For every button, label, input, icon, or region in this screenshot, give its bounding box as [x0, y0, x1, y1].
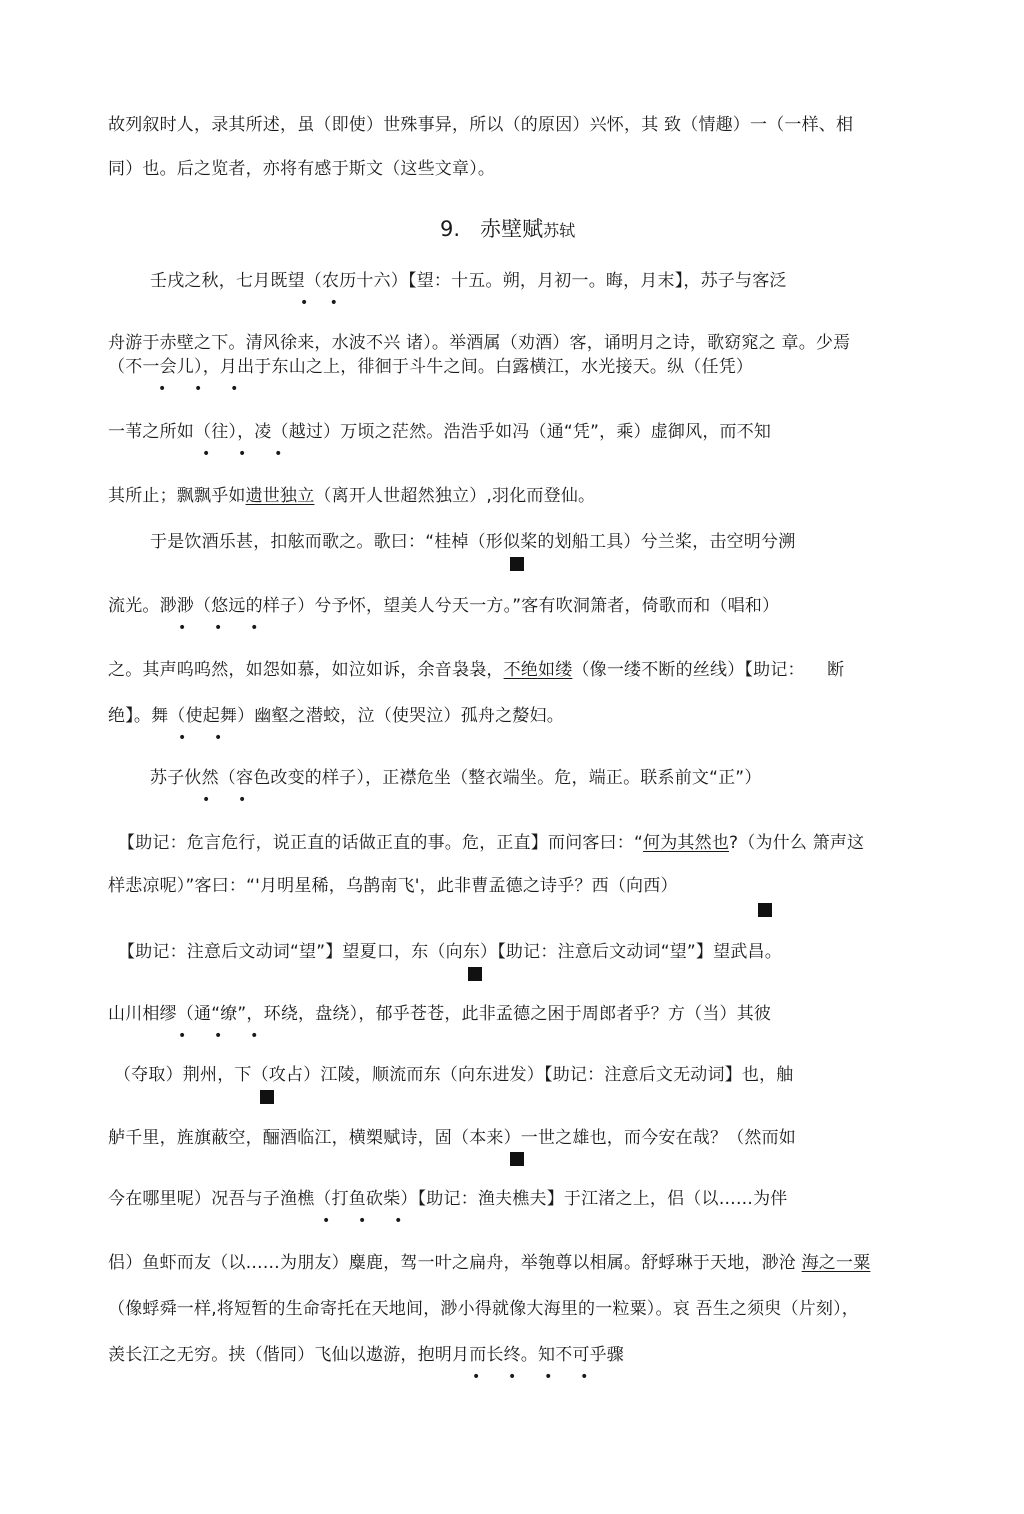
square-mark: [510, 1152, 524, 1166]
underlined-phrase: 遗世独立: [245, 486, 315, 506]
text-line-13: [118, 831, 864, 855]
text-line-14: [108, 874, 678, 898]
emphasis-dots: • • • •: [472, 1369, 591, 1385]
text-line-11: [108, 704, 564, 728]
section-heading: [440, 214, 575, 246]
text-segment: （离开人世超然独立）,羽化而登仙。: [314, 486, 596, 506]
text-segment: 羡长江之无穷。挟（偕同）飞仙以遨游，抱明月而长终。知不可乎骤: [108, 1345, 624, 1365]
text-segment: 苏子伙然（容色改变的样子），正襟危坐（整衣端坐。危，端正。联系前文“正”）: [150, 768, 762, 788]
text-line-1: [108, 113, 853, 137]
text-segment: 绝】。舞（使起舞）幽壑之潜蛟，泣（使哭泣）孤舟之嫠妇。: [108, 706, 564, 726]
text-line-10: [108, 658, 844, 682]
heading-author: 苏轼: [543, 221, 576, 240]
emphasis-dots: • • •: [178, 1028, 261, 1044]
square-mark: [468, 967, 482, 981]
square-mark: [758, 903, 772, 917]
emphasis-dots: • • •: [322, 1213, 405, 1229]
heading-title: 赤壁赋: [480, 217, 544, 241]
text-line-4: [108, 331, 850, 355]
text-segment: 样悲凉呢）”客曰：“'月明星稀，乌鹊南飞'，此非曹孟德之诗乎？西（向西）: [108, 876, 678, 896]
text-line-3: [150, 269, 787, 293]
emphasis-dots: • • •: [158, 381, 241, 397]
text-line-16: [108, 1002, 771, 1026]
text-segment: 舻千里，旌旗蔽空，酾酒临江，横槊赋诗，固（本来）一世之雄也，而今安在哉？（然而如: [108, 1128, 796, 1148]
text-segment: （像一缕不断的丝线）【助记： 断: [572, 660, 845, 680]
underlined-phrase: 不绝如缕: [503, 660, 573, 680]
text-line-2: [108, 157, 495, 181]
text-segment: 今在哪里呢）况吾与子渔樵（打鱼砍柴）【助记：渔夫樵夫】于江渚之上，侣（以……为伴: [108, 1189, 788, 1209]
text-line-21: [108, 1297, 859, 1321]
text-segment: 山川相缪（通“缭”，环绕，盘绕），郁乎苍苍，此非孟德之困于周郎者乎？方（当）其彼: [108, 1004, 772, 1024]
square-mark: [510, 557, 524, 571]
text-line-22: [108, 1343, 624, 1367]
underlined-phrase: 海之一粟: [801, 1253, 871, 1273]
text-segment: （不一会儿），月出于东山之上，徘徊于斗牛之间。白露横江，水光接天。纵（任凭）: [108, 357, 754, 377]
emphasis-dots: • •: [178, 730, 225, 746]
text-line-7: [108, 484, 595, 508]
heading-number: 9.: [440, 217, 461, 241]
text-segment: 【助记：危言危行，说正直的话做正直的事。危，正直】而问客曰：“: [118, 833, 644, 853]
text-segment: 同）也。后之览者，亦将有感于斯文（这些文章）。: [108, 159, 496, 179]
text-line-9: [108, 594, 779, 618]
text-segment: 【助记：注意后文动词“望”】望夏口，东（向东）【助记：注意后文动词“望”】望武昌。: [118, 942, 782, 962]
text-segment: 壬戌之秋，七月既望（农历十六）【望：十五。朔，月初一。晦，月末】，苏子与客泛: [150, 271, 787, 291]
emphasis-dots: • • •: [202, 446, 285, 462]
text-segment: 流光。渺渺（悠远的样子）兮予怀，望美人兮天一方。”客有吹洞箫者，倚歌而和（唱和）: [108, 596, 780, 616]
text-line-6: [108, 420, 771, 444]
text-segment: （夺取）荆州，下（攻占）江陵，顺流而东（向东进发）【助记：注意后文无动词】也，舳: [114, 1065, 794, 1085]
text-line-15: [118, 940, 782, 964]
text-segment: ?（为什么 箫声这: [729, 833, 865, 853]
text-segment: 之。其声呜呜然，如怨如慕，如泣如诉，余音袅袅，: [108, 660, 504, 680]
text-segment: 于是饮酒乐甚，扣舷而歌之。歌曰：“桂棹（形似桨的划船工具）兮兰桨，击空明兮溯: [150, 532, 796, 552]
text-line-18: [108, 1126, 796, 1150]
square-mark: [260, 1090, 274, 1104]
emphasis-dots: • • •: [178, 620, 261, 636]
text-line-19: [108, 1187, 788, 1211]
text-segment: 故列叙时人，录其所述，虽（即使）世殊事异，所以（的原因）兴怀，其 致（情趣）一（一样、相: [108, 115, 854, 135]
underlined-phrase: 何为其然也: [643, 833, 730, 853]
text-segment: 其所止；飘飘乎如: [108, 486, 246, 506]
emphasis-dots: • •: [300, 295, 340, 311]
text-line-5: [108, 355, 753, 379]
text-segment: 舟游于赤壁之下。清风徐来，水波不兴 诸）。举酒属（劝酒）客，诵明月之诗，歌窈窕之 章。少焉: [108, 333, 851, 353]
emphasis-dots: • •: [202, 792, 249, 808]
text-line-12: [150, 766, 762, 790]
text-line-8: [150, 530, 795, 554]
text-segment: 一苇之所如（往），凌（越过）万顷之茫然。浩浩乎如冯（通“凭”，乘）虚御风，而不知: [108, 422, 772, 442]
text-segment: 侣）鱼虾而友（以……为朋友）麋鹿，驾一叶之扁舟，举匏尊以相属。舒蜉琳于天地，渺沧: [108, 1253, 802, 1273]
text-line-17: [114, 1063, 794, 1087]
text-segment: （像蜉舜一样,将短暂的生命寄托在天地间，渺小得就像大海里的一粒粟）。哀 吾生之须臾（片刻），: [108, 1299, 860, 1319]
text-line-20: [108, 1251, 870, 1275]
